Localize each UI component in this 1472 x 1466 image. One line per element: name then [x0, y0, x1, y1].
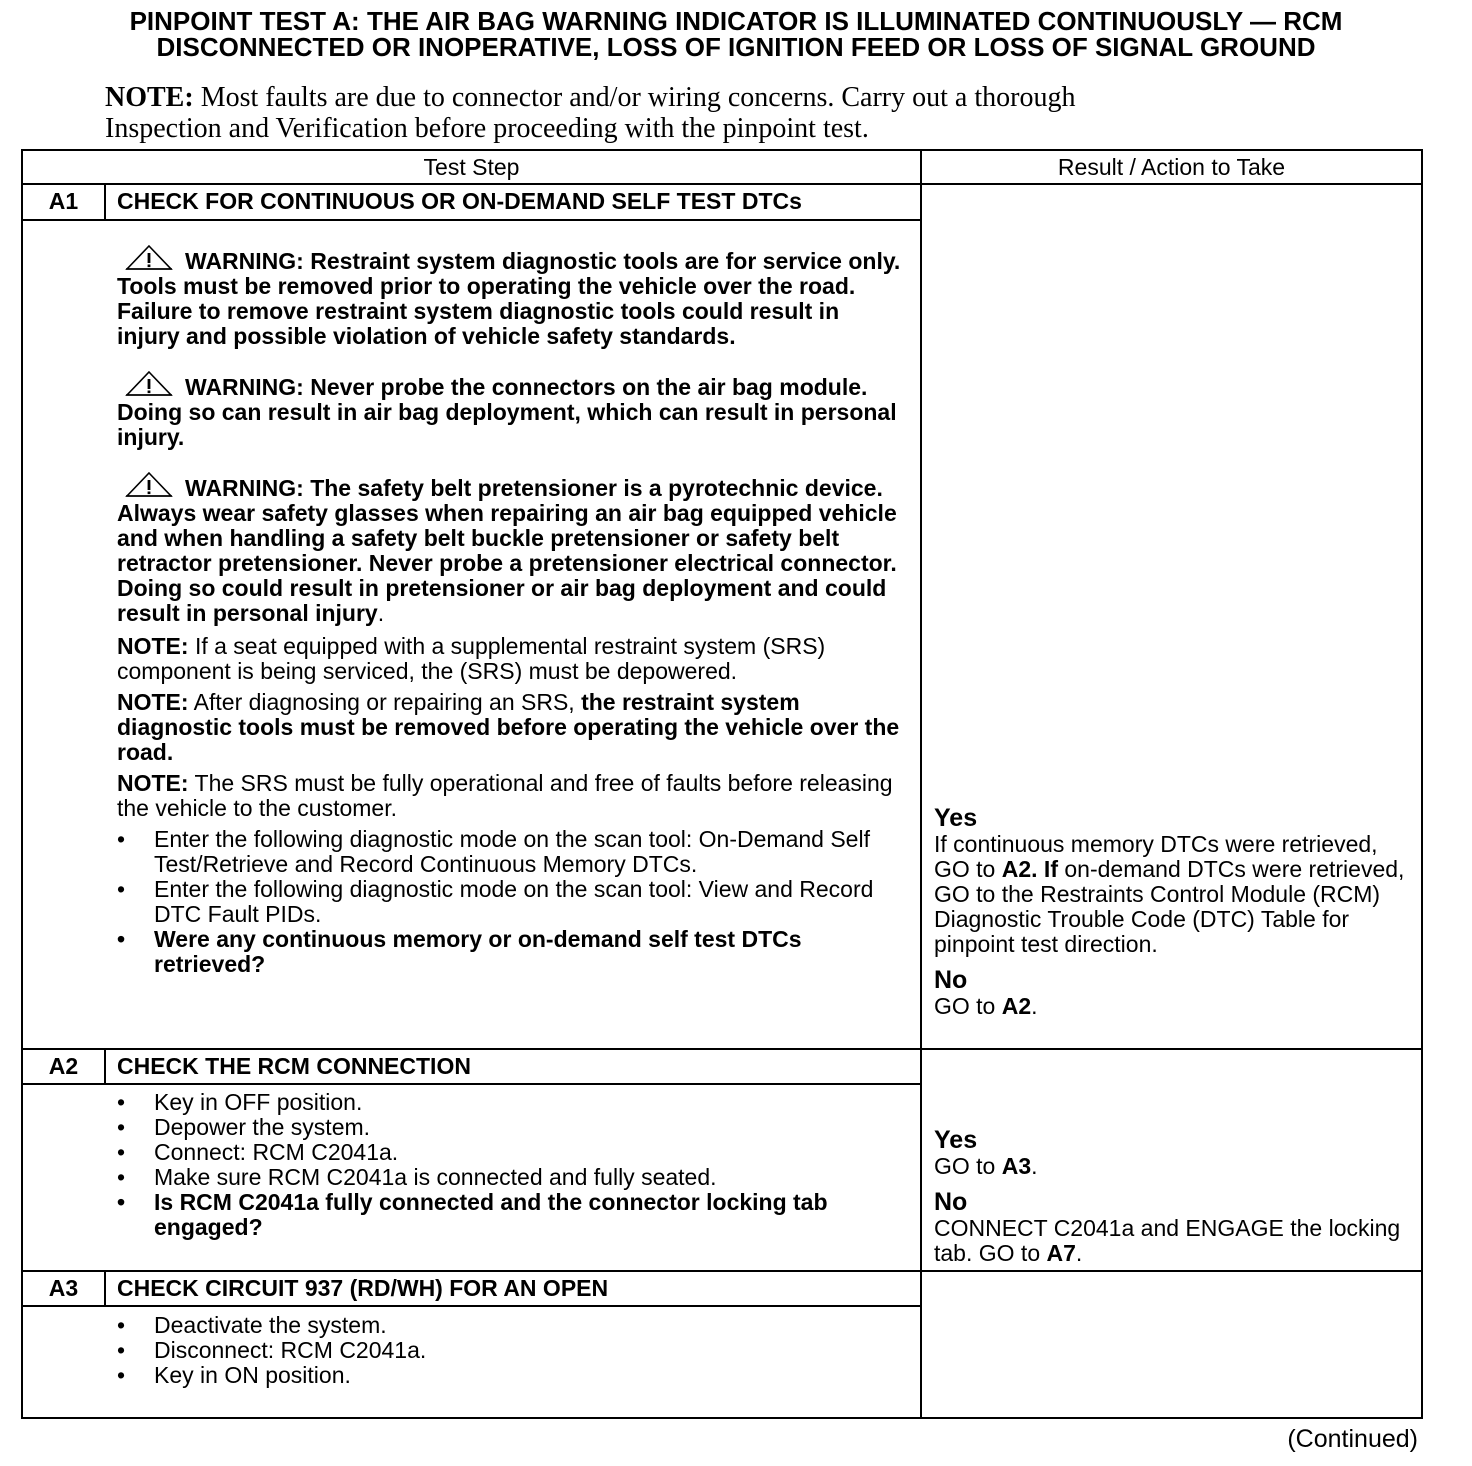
- step-bullets: [117, 827, 907, 977]
- warning-text: WARNING: Never probe the connectors on the air bag module. Doing so can result in air bag deployment, which can result in personal injury.: [117, 374, 897, 450]
- table-rule: [21, 149, 23, 1419]
- result-yes-label: Yes: [934, 804, 978, 832]
- step-body-a3: [117, 1313, 907, 1388]
- result-text: on-demand DTCs were retrieved, GO to the Restraints Control Module (RCM) Diagnostic Trouble Code (DTC) Table for pinpoint test direction.: [934, 856, 1405, 957]
- result-no-text: [934, 994, 1414, 1019]
- step-body-a1: [117, 245, 907, 977]
- step-reference: A2: [1001, 856, 1032, 882]
- table-rule: [1421, 149, 1423, 1419]
- bullet-item: • Depower the system.: [117, 1115, 907, 1140]
- warning-block: [117, 245, 907, 349]
- continued-label: (Continued): [1287, 1425, 1418, 1453]
- step-reference: A2: [1001, 993, 1032, 1019]
- note-text: After diagnosing or repairing an SRS,: [188, 689, 582, 715]
- table-rule: [21, 1417, 1423, 1419]
- step-id-a2: A2: [48, 1053, 79, 1079]
- result-yes-label: Yes: [934, 1126, 978, 1154]
- result-no-label: No: [934, 966, 968, 994]
- result-text: CONNECT C2041a and ENGAGE the locking tab. GO to: [934, 1215, 1401, 1266]
- table-rule: [104, 1048, 106, 1085]
- warning-period: .: [377, 600, 385, 626]
- note-block: [117, 634, 907, 684]
- result-a1: [934, 805, 1414, 1019]
- result-text: If continuous memory DTCs were retrieved, GO to: [934, 831, 1378, 882]
- table-rule: [104, 1270, 106, 1307]
- bullet-item: • Enter the following diagnostic mode on the scan tool: View and Record DTC Fault PIDs.: [117, 877, 907, 927]
- note-text-bold: the restraint system diagnostic tools must be removed before operating the vehicle over the road.: [117, 689, 900, 765]
- pinpoint-test-table: [21, 149, 1423, 1419]
- step-heading-a3: CHECK CIRCUIT 937 (RD/WH) FOR AN OPEN: [117, 1275, 609, 1301]
- page-title: [0, 8, 1472, 60]
- result-text: .: [1031, 993, 1038, 1019]
- result-text: GO to: [934, 993, 1002, 1019]
- warning-text: WARNING: Restraint system diagnostic tools are for service only. Tools must be removed prior to operating the vehicle over the road. Failure to remove restraint system diagnostic tools could result in injury and possible violation of vehicle safety standards.: [117, 248, 901, 349]
- note-text: The SRS must be fully operational and free of faults before releasing the vehicle to the customer.: [117, 770, 893, 821]
- warning-triangle-icon: [125, 245, 173, 271]
- intro-note-label: NOTE:: [105, 82, 194, 113]
- title-line-1: PINPOINT TEST A: THE AIR BAG WARNING INDICATOR IS ILLUMINATED CONTINUOUSLY — RCM: [129, 6, 1343, 36]
- warning-block: [117, 371, 907, 450]
- result-text: .: [1031, 1153, 1038, 1179]
- header-test-step: Test Step: [423, 154, 520, 180]
- result-yes-text: [934, 1154, 1414, 1179]
- note-text: If a seat equipped with a supplemental restraint system (SRS) component is being serviced, the (SRS) must be depowered.: [117, 633, 826, 684]
- note-label: NOTE:: [117, 770, 189, 796]
- step-bullets: [117, 1090, 907, 1240]
- note-label: NOTE:: [117, 633, 189, 659]
- result-text: GO to: [934, 1153, 1002, 1179]
- result-yes-text: [934, 832, 1414, 957]
- step-bullets: [117, 1313, 907, 1388]
- step-heading-a2: CHECK THE RCM CONNECTION: [117, 1053, 471, 1079]
- intro-note-line-1: Most faults are due to connector and/or wiring concerns. Carry out a thorough: [193, 82, 1076, 113]
- header-result-action: Result / Action to Take: [1057, 154, 1286, 180]
- bullet-question: • Were any continuous memory or on-demand self test DTCs retrieved?: [117, 927, 907, 977]
- warning-text: WARNING: The safety belt pretensioner is a pyrotechnic device. Always wear safety glasses when repairing an air bag equipped vehicle and when handling a safety belt buckle pretensioner or safety belt retractor pretensioner. Never probe a pretensioner electrical connector. Doing so could result in pretensioner or air bag deployment and could result in personal injury: [117, 475, 897, 626]
- result-no-label: No: [934, 1188, 968, 1216]
- intro-note-line-2: Inspection and Verification before proceeding with the pinpoint test.: [105, 113, 869, 144]
- step-heading-a1: CHECK FOR CONTINUOUS OR ON-DEMAND SELF TEST DTCs: [117, 188, 802, 214]
- table-rule: [104, 183, 106, 221]
- result-no-text: [934, 1216, 1414, 1266]
- result-text: .: [1075, 1240, 1083, 1266]
- step-reference: A7: [1046, 1240, 1076, 1266]
- bullet-question: • Is RCM C2041a fully connected and the connector locking tab engaged?: [117, 1190, 907, 1240]
- step-id-a1: A1: [48, 188, 79, 214]
- bullet-item: • Connect: RCM C2041a.: [117, 1140, 907, 1165]
- result-text-bold: . If: [1031, 856, 1058, 882]
- note-label: NOTE:: [117, 689, 189, 715]
- bullet-item: • Deactivate the system.: [117, 1313, 907, 1338]
- intro-note: [105, 82, 1285, 144]
- bullet-item: • Key in ON position.: [117, 1363, 907, 1388]
- note-block: [117, 771, 907, 821]
- step-id-a3: A3: [48, 1275, 79, 1301]
- step-body-a2: [117, 1090, 907, 1240]
- warning-block: [117, 472, 907, 626]
- table-rule: [920, 149, 922, 1419]
- bullet-item: • Key in OFF position.: [117, 1090, 907, 1115]
- bullet-item: • Enter the following diagnostic mode on the scan tool: On-Demand Self Test/Retrieve and Record Continuous Memory DTCs.: [117, 827, 907, 877]
- note-block: [117, 690, 907, 765]
- bullet-item: • Disconnect: RCM C2041a.: [117, 1338, 907, 1363]
- result-a2: [934, 1127, 1414, 1266]
- table-rule: [21, 219, 922, 221]
- title-line-2: DISCONNECTED OR INOPERATIVE, LOSS OF IGNITION FEED OR LOSS OF SIGNAL GROUND: [156, 32, 1316, 62]
- warning-triangle-icon: [125, 472, 173, 498]
- bullet-item: • Make sure RCM C2041a is connected and fully seated.: [117, 1165, 907, 1190]
- step-reference: A3: [1001, 1153, 1032, 1179]
- warning-triangle-icon: [125, 371, 173, 397]
